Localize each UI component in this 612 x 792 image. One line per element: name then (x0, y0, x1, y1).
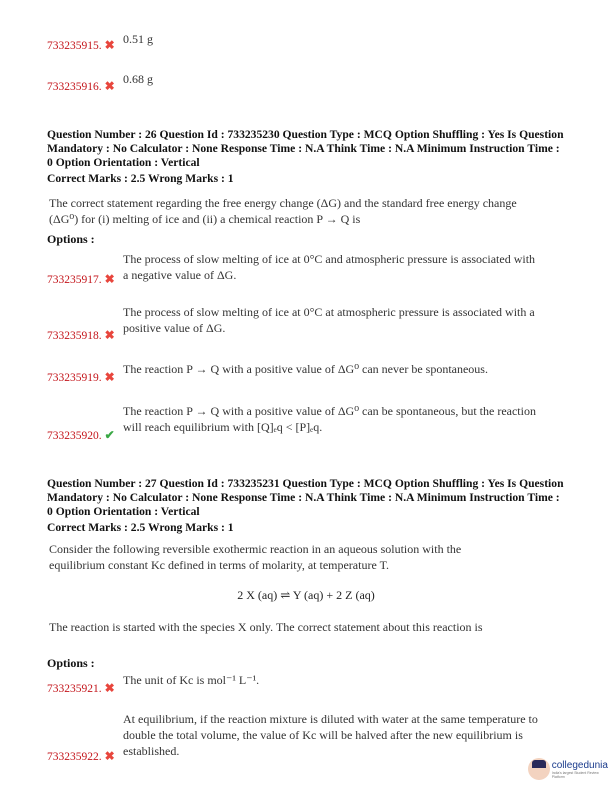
wrong-icon: ✖ (104, 272, 115, 286)
option-text: The reaction P → Q with a positive value of ΔG⁰ can be spontaneous, but the reaction will reach equilibrium with [Q]ₑq < [P]ₑq. (123, 404, 536, 434)
wrong-icon: ✖ (104, 38, 115, 52)
option-id[interactable]: 733235920. ✔ (47, 428, 115, 442)
option-id[interactable]: 733235918. ✖ (47, 328, 115, 342)
option-id[interactable]: 733235919. ✖ (47, 370, 115, 384)
wrong-icon: ✖ (104, 79, 115, 93)
question-header: Question Number : 26 Question Id : 733235230 Question Type : MCQ Option Shuffling : Yes Is Question Mandatory : No Calculator : None Response Time : N.A Think Time : N.A Minimum Instruction Time : 0 Option Orientation : Vertical (47, 128, 564, 169)
option-text: At equilibrium, if the reaction mixture is diluted with water at the same temperature to double the total volume, the value of Kc will be halved after the new equilibrium is established. (123, 712, 538, 758)
wrong-icon: ✖ (104, 749, 115, 763)
logo-name: collegedunia (551, 759, 608, 771)
option-id[interactable]: 733235917. ✖ (47, 272, 115, 286)
check-icon: ✔ (104, 428, 115, 442)
option-id: 733235916. ✖ (47, 79, 115, 93)
wrong-icon: ✖ (104, 681, 115, 695)
option-text: The process of slow melting of ice at 0°C and atmospheric pressure is associated with a negative value of ΔG. (123, 252, 536, 282)
wrong-icon: ✖ (104, 328, 115, 342)
option-text: The reaction P → Q with a positive value of ΔG⁰ can never be spontaneous. (123, 362, 488, 376)
options-label: Options : (47, 232, 95, 246)
logo-tagline: India's largest Student Review Platform (551, 770, 599, 779)
option-id[interactable]: 733235921. ✖ (47, 681, 115, 695)
mascot-icon (528, 758, 550, 780)
option-text: 0.68 g (123, 72, 153, 86)
option-text: 0.51 g (123, 32, 153, 46)
option-id[interactable]: 733235922. ✖ (47, 749, 115, 763)
option-text: The process of slow melting of ice at 0°C at atmospheric pressure is associated with a positive value of ΔG. (123, 305, 535, 335)
question-text: Consider the following reversible exothermic reaction in an aqueous solution with the equilibrium constant Kc defined in terms of molarity, at temperature T. (49, 542, 462, 572)
reaction-equation: 2 X (aq) ⇌ Y (aq) + 2 Z (aq) (237, 588, 375, 602)
question-text: The correct statement regarding the free energy change (ΔG) and the standard free energy change (ΔG⁰) for (i) melting of ice and (ii) a chemical reaction P → Q is (49, 196, 517, 226)
option-id: 733235915. ✖ (47, 38, 115, 52)
question-marks: Correct Marks : 2.5 Wrong Marks : 1 (47, 172, 234, 185)
question-header: Question Number : 27 Question Id : 733235231 Question Type : MCQ Option Shuffling : Yes Is Question Mandatory : No Calculator : None Response Time : N.A Think Time : N.A Minimum Instruction Time : 0 Option Orientation : Vertical (47, 477, 564, 518)
wrong-icon: ✖ (104, 370, 115, 384)
question-text-continued: The reaction is started with the species X only. The correct statement about this reaction is (49, 620, 483, 634)
question-marks: Correct Marks : 2.5 Wrong Marks : 1 (47, 521, 234, 534)
options-label: Options : (47, 656, 95, 670)
collegedunia-logo (528, 758, 612, 780)
option-text: The unit of Kc is mol⁻¹ L⁻¹. (123, 673, 260, 687)
